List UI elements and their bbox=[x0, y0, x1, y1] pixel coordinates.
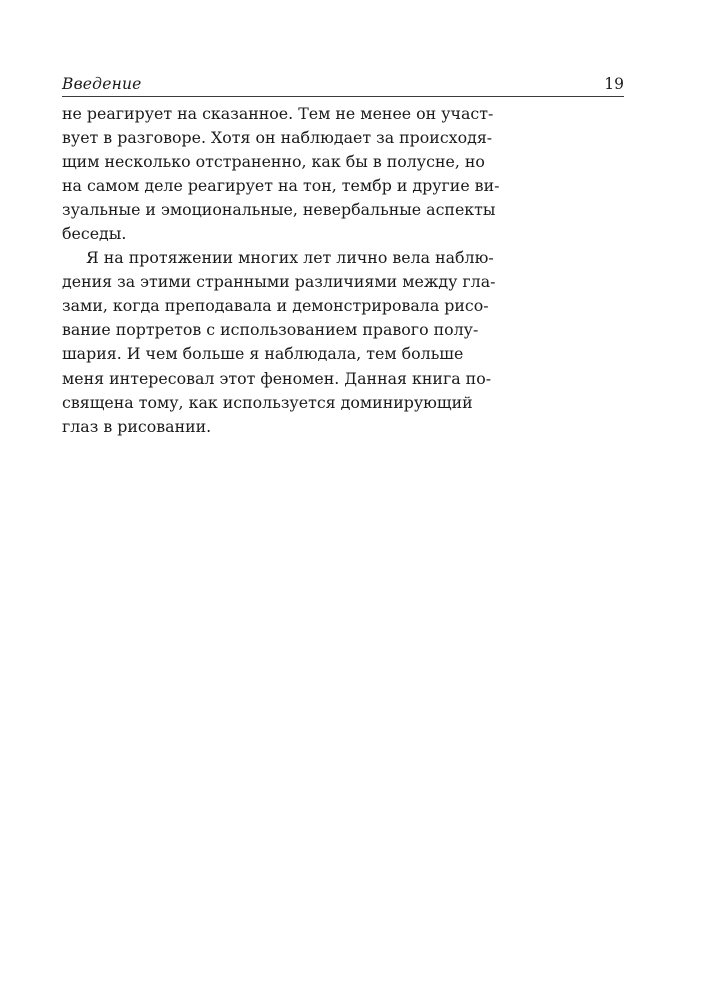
text-line: священа тому, как используется доминирующий bbox=[62, 392, 473, 412]
text-line: зуальные и эмоциональные, невербальные аспекты bbox=[62, 200, 496, 220]
section-title: Введение bbox=[62, 75, 142, 93]
text-line: щим несколько отстраненно, как бы в полусне, но bbox=[62, 152, 485, 172]
text-line: Я на протяжении многих лет лично вела наблю- bbox=[86, 248, 494, 268]
header-rule bbox=[62, 96, 624, 97]
text-line: шария. И чем больше я наблюдала, тем больше bbox=[62, 344, 464, 364]
text-line: вует в разговоре. Хотя он наблюдает за происходя- bbox=[62, 128, 493, 148]
paragraph-2 bbox=[62, 246, 496, 438]
text-line: дения за этими странными различиями между гла- bbox=[62, 272, 496, 292]
text-line: не реагирует на сказанное. Тем не менее он участ- bbox=[62, 104, 494, 123]
page-number: 19 bbox=[604, 75, 624, 93]
text-line: беседы. bbox=[62, 224, 127, 244]
paragraph-1 bbox=[62, 102, 500, 246]
text-line: вание портретов с использованием правого полу- bbox=[62, 320, 479, 340]
text-line: на самом деле реагирует на тон, тембр и другие ви- bbox=[62, 176, 500, 196]
text-line: зами, когда преподавала и демонстрировала рисо- bbox=[62, 296, 489, 316]
body-text bbox=[62, 102, 500, 439]
text-line: глаз в рисовании. bbox=[62, 416, 212, 436]
running-header bbox=[62, 74, 624, 96]
text-line: меня интересовал этот феномен. Данная книга по- bbox=[62, 368, 492, 388]
